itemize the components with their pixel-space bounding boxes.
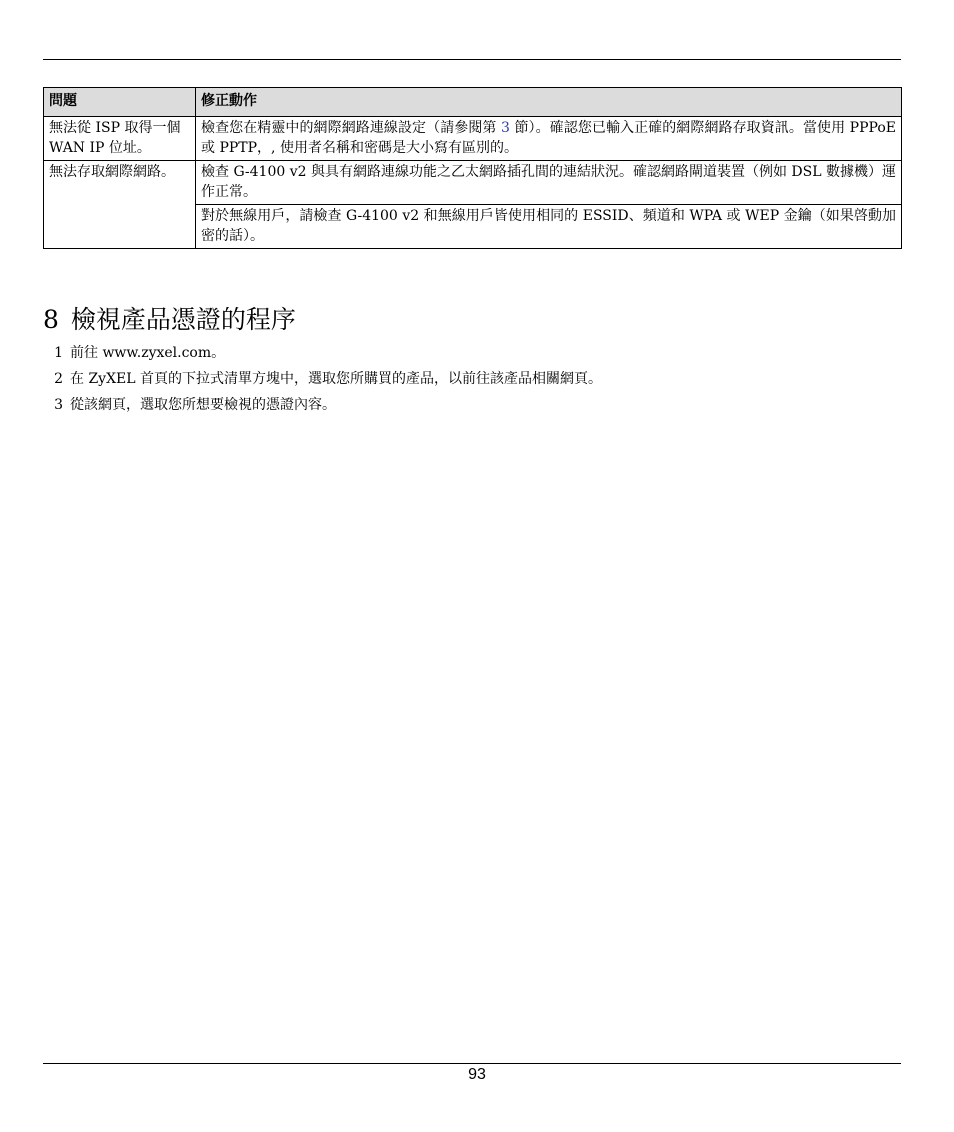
action-cell: [196, 117, 902, 161]
step-number: 2: [54, 371, 63, 387]
footer-rule: [43, 1063, 901, 1064]
page-number: 93: [468, 1066, 486, 1083]
table-row: [44, 161, 902, 205]
table-header-row: [44, 88, 902, 117]
section-number: 8: [43, 305, 59, 334]
column-header-corrective-action: 修正動作: [196, 88, 902, 117]
step-number: 1: [54, 345, 63, 361]
step-text: 從該網頁，選取您所想要檢視的憑證內容。: [70, 397, 336, 413]
troubleshooting-table: [43, 87, 902, 249]
problem-cell: 無法存取網際網路。: [44, 161, 196, 249]
action-text: 節）。確認您已輸入正確的網際網路存取資訊。當使用 PPPoE 或 PPTP，, 使用者名稱和密碼是大小寫有區別的。: [201, 120, 897, 156]
list-item: [43, 367, 602, 393]
step-text: 在 ZyXEL 首頁的下拉式清單方塊中，選取您所購買的產品，以前往該產品相關網頁。: [70, 371, 603, 387]
table-row: [44, 117, 902, 161]
section-title-text: 檢視產品憑證的程序: [70, 305, 296, 334]
procedure-steps-list: [43, 341, 602, 419]
section-cross-reference-link[interactable]: 3: [501, 120, 510, 136]
action-cell: 檢查 G-4100 v2 與具有網路連線功能之乙太網路插孔間的連結狀況。確認網路閘道裝置（例如 DSL 數據機）運作正常。: [196, 161, 902, 205]
step-text: 前往 www.zyxel.com。: [70, 345, 226, 361]
section-heading: [43, 302, 296, 338]
list-item: [43, 341, 602, 367]
step-number: 3: [54, 397, 63, 413]
header-rule: [43, 59, 901, 60]
action-cell: 對於無線用戶，請檢查 G-4100 v2 和無線用戶皆使用相同的 ESSID、頻道和 WPA 或 WEP 金鑰（如果啓動加密的話）。: [196, 205, 902, 249]
problem-cell: 無法從 ISP 取得一個 WAN IP 位址。: [44, 117, 196, 161]
list-item: [43, 393, 602, 419]
column-header-problem: 問題: [44, 88, 196, 117]
action-text: 檢查您在精靈中的網際網路連線設定（請參閱第: [201, 120, 497, 136]
